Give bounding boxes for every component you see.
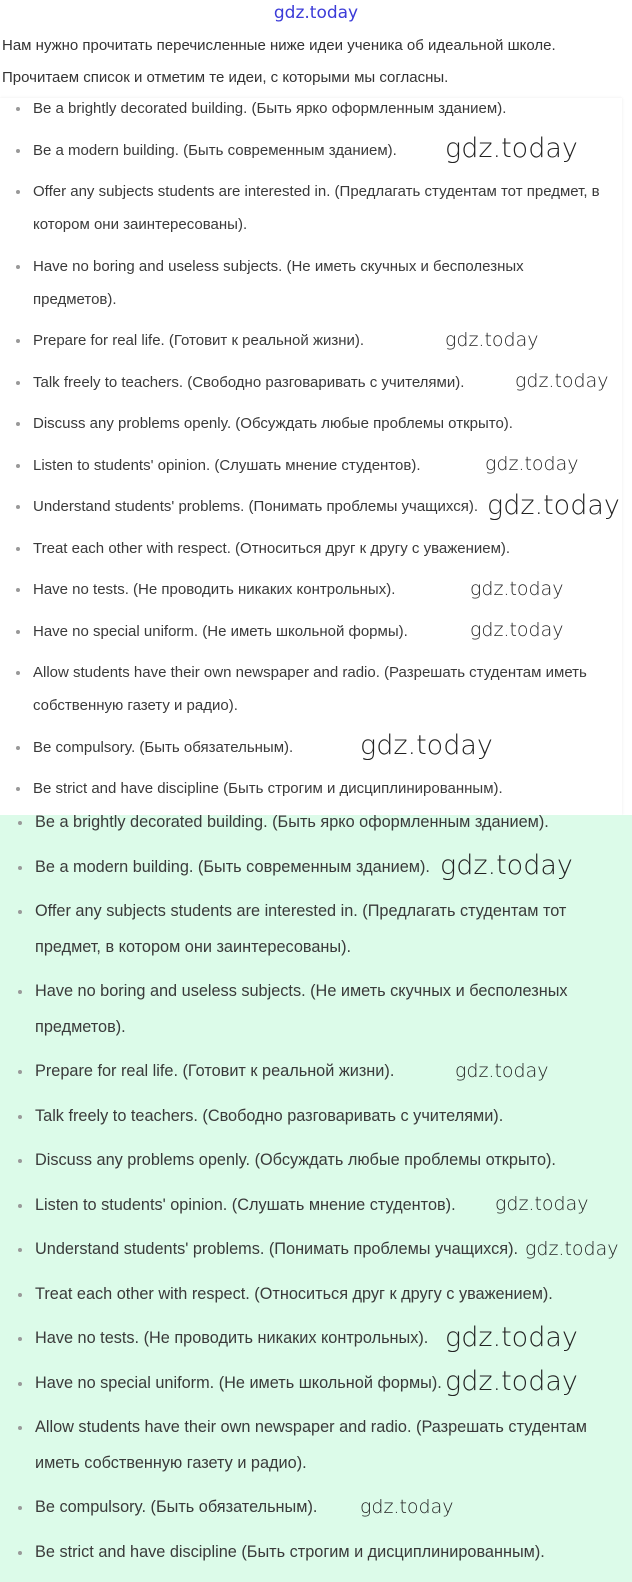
list-item-text: Have no tests. (Не проводить никаких контрольных). <box>35 1329 429 1347</box>
list-item-text: Understand students' problems. (Понимать проблемы учащихся). <box>35 1240 519 1258</box>
list-item <box>18 1410 624 1481</box>
list-item <box>16 175 608 241</box>
intro-text: Нам нужно прочитать перечисленные ниже идеи ученика об идеальной школе. Прочитаем список и отметим те идеи, с которыми мы согласны. <box>2 37 556 86</box>
bullet-icon <box>18 1204 22 1208</box>
bullet-icon <box>18 1115 22 1119</box>
idea-list <box>0 98 622 805</box>
bullet-icon <box>16 149 20 153</box>
list-item <box>18 1277 624 1313</box>
list-item <box>18 1535 624 1571</box>
watermark: gdz.today <box>445 133 578 164</box>
list-item-text: Be strict and have discipline (Быть строгим и дисциплинированным). <box>33 780 503 797</box>
bullet-icon <box>16 381 20 385</box>
list-item-text: Treat each other with respect. (Относиться друг к другу с уважением). <box>35 1284 553 1303</box>
list-item-text: Listen to students' opinion. (Слушать мнение студентов). <box>35 1195 456 1214</box>
bullet-icon <box>16 630 20 634</box>
list-item-text: Talk freely to teachers. (Свободно разговаривать с учителями). <box>35 1106 504 1125</box>
bullet-icon <box>16 422 20 426</box>
list-item <box>16 250 608 316</box>
list-item-text: Be compulsory. (Быть обязательным). <box>33 738 294 756</box>
bullet-icon <box>16 107 20 111</box>
bullet-icon <box>16 787 20 791</box>
list-item <box>16 532 608 565</box>
list-item-text: Be compulsory. (Быть обязательным). <box>35 1498 318 1516</box>
bullet-icon <box>18 990 22 994</box>
list-item-text: Understand students' problems. (Понимать проблемы учащихся). <box>33 498 479 515</box>
list-item-text: Offer any subjects students are interested in. (Предлагать студентам тот предмет, в котором они заинтересованы). <box>35 902 567 956</box>
bullet-icon <box>18 1426 22 1430</box>
bullet-icon <box>18 1070 22 1074</box>
list-item-text: Allow students have their own newspaper and radio. (Разрешать студентам иметь собственную газету и радио). <box>33 664 587 714</box>
list-item <box>18 974 624 1045</box>
list-item-text: Be a modern building. (Быть современным зданием). <box>33 141 397 159</box>
list-item-text: Be a brightly decorated building. (Быть ярко оформленным зданием). <box>35 815 549 831</box>
bullet-icon <box>16 746 20 750</box>
bullet-icon <box>18 1551 22 1555</box>
watermark: gdz.today <box>360 1496 454 1518</box>
watermark: gdz.today <box>495 1193 589 1215</box>
list-item <box>16 98 608 125</box>
list-item-text: Listen to students' opinion. (Слушать мнение студентов). <box>33 456 421 474</box>
list-item-text: Have no special uniform. (Не иметь школьной формы). <box>35 1373 442 1392</box>
list-item-text: Be a modern building. (Быть современным зданием). <box>35 857 430 876</box>
list-item-text: Be strict and have discipline (Быть строгим и дисциплинированным). <box>35 1542 545 1561</box>
list-item-text: Discuss any problems openly. (Обсуждать любые проблемы открыто). <box>33 415 513 432</box>
list-item-text: Have no boring and useless subjects. (Не иметь скучных и бесполезных предметов). <box>35 982 568 1036</box>
watermark: gdz.today <box>440 850 573 881</box>
list-item <box>16 731 608 764</box>
list-item <box>18 1490 624 1526</box>
bullet-icon <box>18 1382 22 1386</box>
watermark: gdz.today <box>445 329 539 351</box>
watermark: gdz.today <box>525 1238 619 1260</box>
bullet-icon <box>16 464 20 468</box>
bullet-icon <box>18 1248 22 1252</box>
bullet-icon <box>16 505 20 509</box>
list-item <box>18 815 624 841</box>
list-item-text: Discuss any problems openly. (Обсуждать любые проблемы открыто). <box>35 1151 556 1169</box>
list-item-text: Be a brightly decorated building. (Быть ярко оформленным зданием). <box>33 100 507 117</box>
bullet-icon <box>18 821 22 825</box>
bullet-icon <box>18 1293 22 1297</box>
list-item-text: Have no special uniform. (Не иметь школьной формы). <box>33 622 408 640</box>
bullet-icon <box>18 910 22 914</box>
list-item-text: Talk freely to teachers. (Свободно разговаривать с учителями). <box>33 373 465 391</box>
bullet-icon <box>18 1506 22 1510</box>
list-item <box>16 772 608 805</box>
list-item <box>18 894 624 965</box>
header <box>0 0 632 100</box>
list-item <box>16 656 608 722</box>
list-item-text: Prepare for real life. (Готовит к реальной жизни). <box>35 1062 395 1080</box>
bullet-icon <box>16 190 20 194</box>
watermark: gdz.today <box>515 370 609 392</box>
bullet-icon <box>18 1337 22 1341</box>
site-title[interactable]: gdz.today <box>273 3 359 23</box>
list-item-text: Treat each other with respect. (Относиться друг к другу с уважением). <box>33 539 511 557</box>
watermark: gdz.today <box>470 619 564 641</box>
list-item-text: Have no tests. (Не проводить никаких контрольных). <box>33 581 396 598</box>
watermark: gdz.today <box>445 1366 578 1397</box>
list-item-text: Prepare for real life. (Готовит к реальной жизни). <box>33 332 365 349</box>
bullet-icon <box>16 265 20 269</box>
watermark: gdz.today <box>487 490 620 521</box>
list-item-text: Allow students have their own newspaper and radio. (Разрешать студентам иметь собственную газету и радио). <box>35 1418 587 1472</box>
watermark: gdz.today <box>360 730 493 761</box>
list-item-text: Have no boring and useless subjects. (Не иметь скучных и бесполезных предметов). <box>33 257 524 308</box>
list-item-text: Offer any subjects students are interested in. (Предлагать студентам тот предмет, в котором они заинтересованы). <box>33 183 600 233</box>
bullet-icon <box>16 588 20 592</box>
watermark: gdz.today <box>455 1060 549 1082</box>
bullet-icon <box>18 866 22 870</box>
watermark: gdz.today <box>485 453 579 475</box>
watermark: gdz.today <box>470 578 564 600</box>
list-item <box>16 407 608 440</box>
bullet-icon <box>16 671 20 675</box>
watermark: gdz.today <box>445 1322 578 1353</box>
bullet-icon <box>18 1159 22 1163</box>
bullet-icon <box>16 339 20 343</box>
bullet-icon <box>16 547 20 551</box>
list-item <box>18 1099 624 1135</box>
list-item <box>18 1143 624 1179</box>
